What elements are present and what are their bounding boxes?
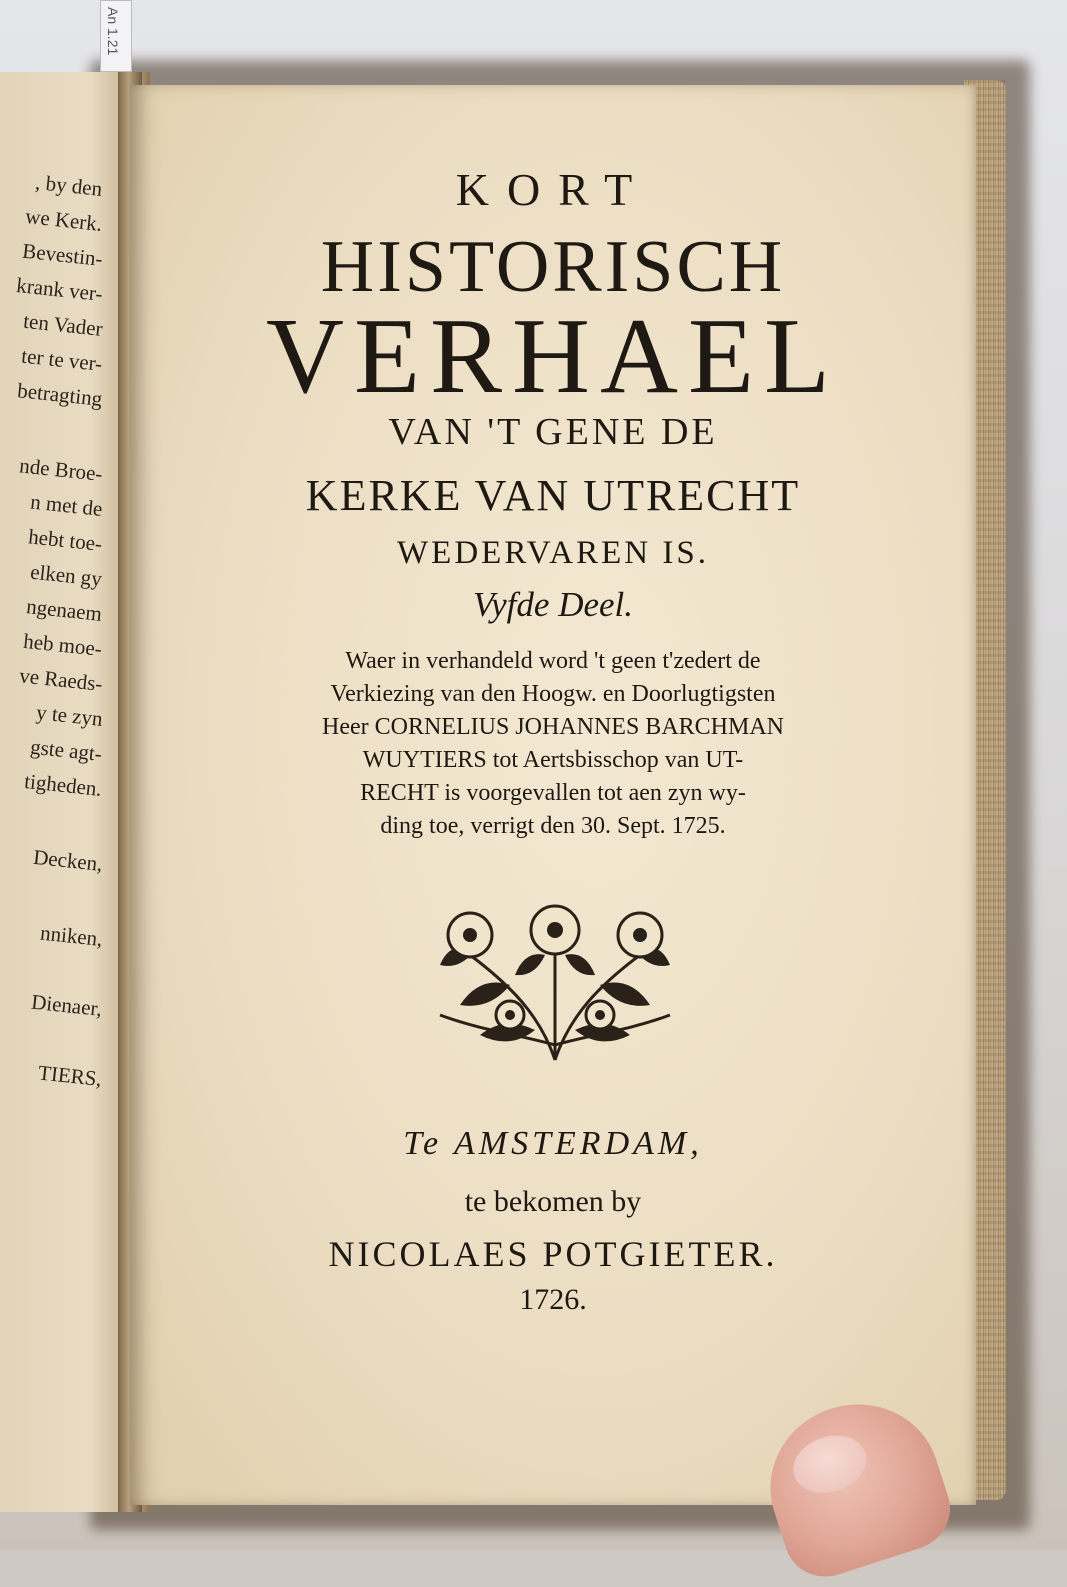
title-wedervaren: WEDERVAREN IS. bbox=[397, 535, 709, 571]
call-number-sticker bbox=[100, 0, 132, 72]
description-line: WUYTIERS tot Aertsbisschop van UT- bbox=[362, 747, 744, 773]
title-page bbox=[130, 85, 976, 1505]
title-historisch: HISTORISCH bbox=[320, 226, 786, 308]
description-block bbox=[130, 645, 976, 843]
title-kerke: KERKE VAN UTRECHT bbox=[305, 471, 801, 520]
left-page-line: ter te ver- bbox=[20, 343, 104, 376]
title-verhael: VERHAEL bbox=[266, 297, 840, 416]
left-page-line: y te zyn bbox=[34, 700, 104, 731]
floral-ornament-icon bbox=[420, 895, 690, 1065]
left-page-line: gste agt- bbox=[29, 734, 104, 766]
left-page-line: TIERS, bbox=[37, 1060, 104, 1091]
left-page-line: nniken, bbox=[38, 920, 104, 951]
left-page-line: Bevestin- bbox=[20, 238, 104, 271]
left-page-line: ngenaem bbox=[25, 594, 104, 626]
left-page-line: nde Broe- bbox=[17, 453, 104, 486]
sticker-text: An 1.21 bbox=[105, 7, 121, 56]
imprint-bekomen: te bekomen by bbox=[464, 1185, 642, 1218]
left-page-line: we Kerk. bbox=[24, 204, 104, 236]
left-page-line: krank ver- bbox=[14, 273, 104, 306]
title-vantgene: VAN 'T GENE DE bbox=[388, 411, 718, 453]
description-line: Heer CORNELIUS JOHANNES BARCHMAN bbox=[322, 714, 784, 740]
title-kort: KORT bbox=[455, 164, 651, 215]
left-page-line: elken gy bbox=[29, 559, 104, 591]
left-page-line: Dienaer, bbox=[30, 989, 104, 1021]
left-page-line: betragting bbox=[16, 378, 104, 411]
description-line: RECHT is voorgevallen tot aen zyn wy- bbox=[360, 780, 746, 806]
imprint-place: Te AMSTERDAM, bbox=[403, 1125, 703, 1162]
description-line: Verkiezing van den Hoogw. en Doorlugtigsten bbox=[330, 681, 776, 707]
left-page-line: heb moe- bbox=[22, 628, 104, 661]
imprint-year: 1726. bbox=[519, 1283, 587, 1316]
left-page-line: tigheden. bbox=[23, 768, 104, 801]
left-page-line: n met de bbox=[28, 489, 104, 521]
left-page-line: Decken, bbox=[31, 844, 104, 876]
left-page-line: ten Vader bbox=[21, 308, 104, 341]
thumbnail bbox=[786, 1427, 874, 1502]
imprint-printer: NICOLAES POTGIETER. bbox=[328, 1234, 778, 1274]
left-page-line: ve Raeds- bbox=[17, 663, 104, 696]
description-line: Waer in verhandeld word 't geen t'zedert de bbox=[345, 648, 761, 674]
part-label: Vyfde Deel. bbox=[472, 585, 634, 624]
left-page-line: , by den bbox=[34, 170, 104, 201]
description-line: ding toe, verrigt den 30. Sept. 1725. bbox=[380, 813, 726, 839]
left-page-line: hebt toe- bbox=[27, 524, 104, 556]
